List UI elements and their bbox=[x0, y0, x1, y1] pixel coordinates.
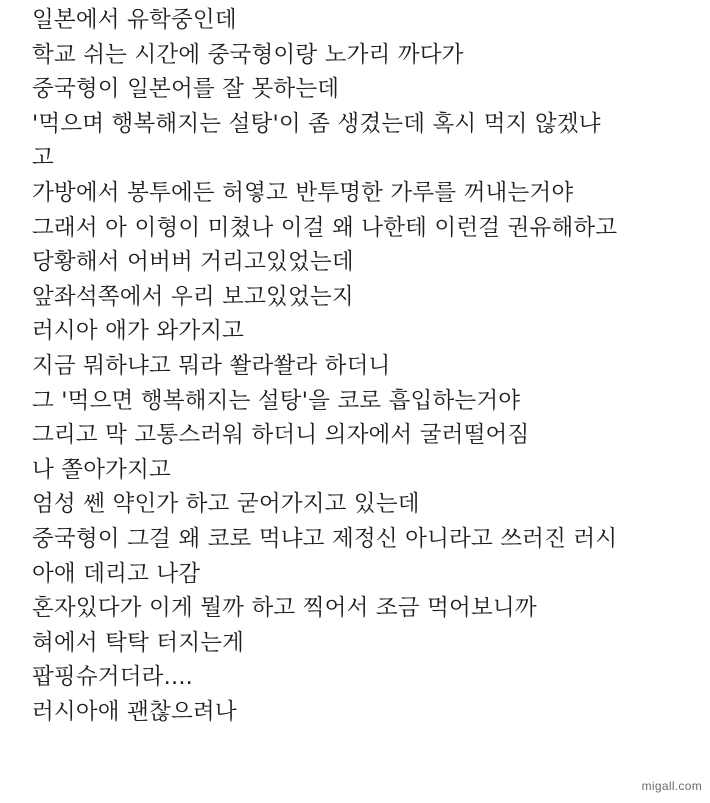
text-line: 러시아 애가 와가지고 bbox=[32, 318, 245, 345]
text-line: 엄성 쎈 약인가 하고 굳어가지고 있는데 bbox=[32, 491, 420, 518]
text-line: 중국형이 그걸 왜 코로 먹냐고 제정신 아니라고 쓰러진 러시 bbox=[32, 525, 618, 552]
text-line: 러시아애 괜찮으려나 bbox=[32, 698, 237, 725]
site-watermark: migall.com bbox=[641, 779, 702, 793]
text-line: 혀에서 탁탁 터지는게 bbox=[32, 629, 245, 656]
text-line: 가방에서 봉투에든 허옇고 반투명한 가루를 꺼내는거야 bbox=[32, 179, 574, 206]
text-line: 팝핑슈거더라.... bbox=[32, 664, 194, 691]
text-line: 나 쫄아가지고 bbox=[32, 456, 171, 483]
text-line: 그 '먹으면 행복해지는 설탕'을 코로 흡입하는거야 bbox=[32, 387, 521, 414]
text-line: 앞좌석쪽에서 우리 보고있었는지 bbox=[32, 283, 354, 310]
text-line: 그래서 아 이형이 미쳤나 이걸 왜 나한테 이런걸 권유해하고 bbox=[32, 214, 618, 241]
text-line: 당황해서 어버버 거리고있었는데 bbox=[32, 249, 354, 276]
post-body bbox=[32, 3, 692, 729]
text-line: 지금 뭐하냐고 뭐라 쏼라쏼라 하더니 bbox=[32, 352, 391, 379]
text-line: 학교 쉬는 시간에 중국형이랑 노가리 까다가 bbox=[32, 41, 464, 68]
text-line: 일본에서 유학중인데 bbox=[32, 7, 237, 33]
text-line: 아애 데리고 나감 bbox=[32, 560, 201, 587]
text-line: 고 bbox=[32, 145, 54, 172]
text-line: 그리고 막 고통스러워 하더니 의자에서 굴러떨어짐 bbox=[32, 422, 530, 449]
text-line: '먹으며 행복해지는 설탕'이 좀 생겼는데 혹시 먹지 않겠냐 bbox=[32, 110, 601, 137]
text-line: 혼자있다가 이게 뭘까 하고 찍어서 조금 먹어보니까 bbox=[32, 595, 537, 622]
text-line: 중국형이 일본어를 잘 못하는데 bbox=[32, 76, 340, 103]
